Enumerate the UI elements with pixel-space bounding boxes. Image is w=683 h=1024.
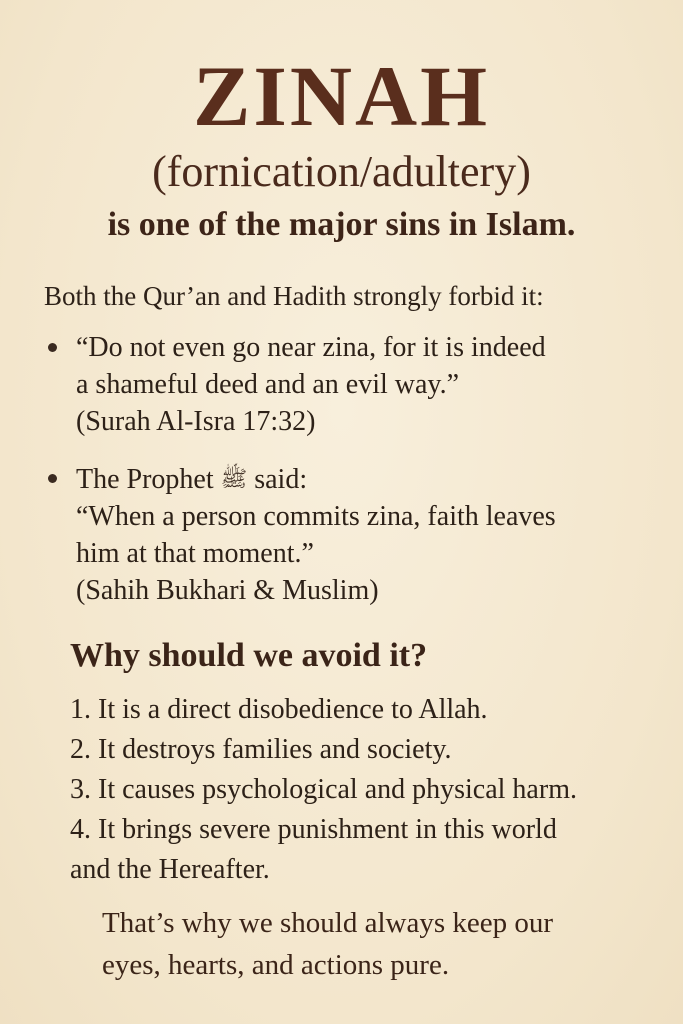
page-subtitle: (fornication/adultery) (152, 147, 531, 196)
quote-line: “When a person commits zina, faith leaves (76, 501, 556, 532)
list-item: 2. It destroys families and society. (70, 734, 452, 765)
list-item: 1. It is a direct disobedience to Allah. (70, 694, 488, 725)
quote-reference: (Sahih Bukhari & Muslim) (76, 575, 379, 606)
section-heading: Why should we avoid it? (70, 637, 428, 674)
closing-statement (102, 902, 662, 986)
quote-hadith (48, 460, 648, 610)
list-item: 3. It causes psychological and physical harm. (70, 774, 577, 805)
reasons-list (70, 690, 670, 890)
list-item-continuation: and the Hereafter. (70, 854, 270, 885)
quote-line: “Do not even go near zina, for it is indeed (76, 332, 546, 363)
quote-line: a shameful deed and an evil way.” (76, 369, 460, 400)
page-title: ZINAH (193, 48, 490, 144)
closing-line: That’s why we should always keep our (102, 907, 554, 939)
closing-line: eyes, hearts, and actions pure. (102, 949, 450, 981)
intro-text: Both the Qur’an and Hadith strongly forbid it: (44, 281, 544, 311)
quote-quran (48, 329, 648, 441)
hadith-lead-before: The Prophet (76, 464, 214, 495)
honorific-glyph: ﷺ (220, 466, 248, 491)
list-item: 4. It brings severe punishment in this world (70, 814, 557, 845)
quote-body (76, 329, 656, 440)
hadith-lead (76, 460, 656, 498)
quote-line: him at that moment.” (76, 538, 314, 569)
bullet-icon (48, 343, 57, 352)
bullet-icon (48, 474, 57, 483)
quote-reference: (Surah Al-Isra 17:32) (76, 406, 316, 437)
hadith-lead-after: said: (254, 464, 308, 495)
quote-body (76, 460, 656, 609)
page-tagline: is one of the major sins in Islam. (107, 206, 576, 243)
